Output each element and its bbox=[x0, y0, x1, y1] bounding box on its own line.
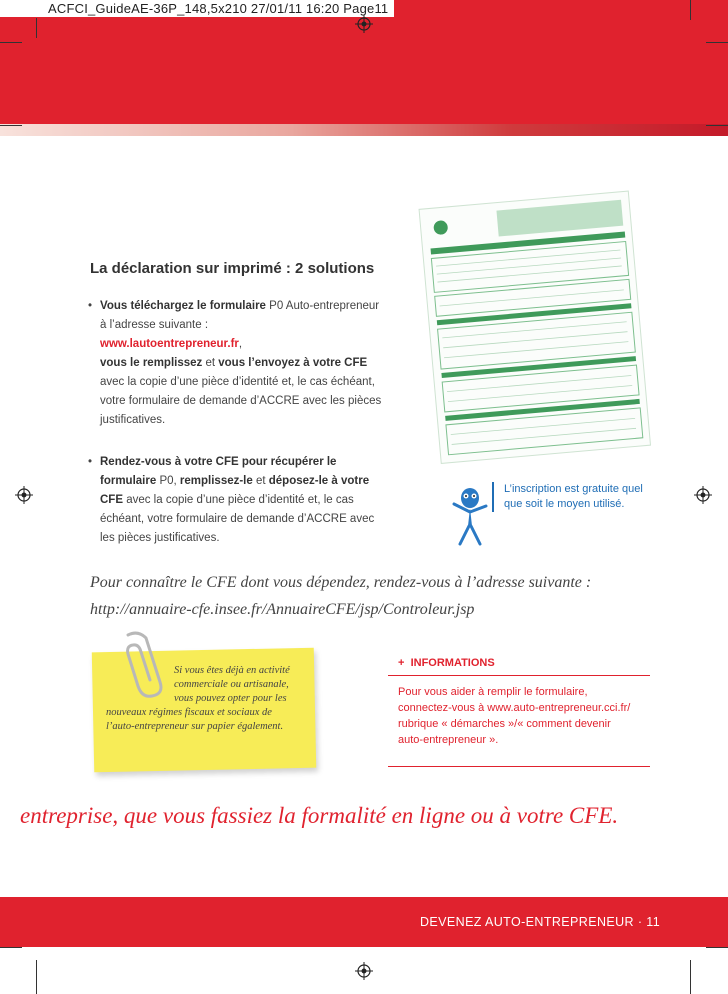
text: à l’adresse suivante : bbox=[100, 319, 209, 331]
bold-text: Rendez-vous à votre CFE pour récupérer le bbox=[100, 456, 337, 468]
crop-mark bbox=[36, 960, 37, 994]
registration-mark-icon bbox=[694, 486, 712, 504]
bullet-download-form bbox=[88, 297, 388, 430]
sticky-note-text bbox=[106, 664, 306, 734]
text: justificatives. bbox=[100, 414, 166, 426]
crop-mark bbox=[706, 42, 728, 43]
bold-text: Vous téléchargez le formulaire bbox=[100, 300, 266, 312]
crop-mark bbox=[706, 125, 728, 126]
bold-text: remplissez-le bbox=[179, 475, 253, 487]
bold-text: vous l’envoyez à votre CFE bbox=[218, 357, 368, 369]
bold-text: formulaire bbox=[100, 475, 157, 487]
info-body bbox=[388, 676, 650, 748]
cfe-lookup-text: Pour connaître le CFE dont vous dépendez, rendez-vous à l’adresse suivante : bbox=[90, 574, 592, 591]
crop-mark bbox=[0, 125, 22, 126]
crop-mark bbox=[0, 947, 22, 948]
form-p0-image bbox=[412, 190, 652, 470]
text: avec la copie d’une pièce d’identité et, le cas bbox=[123, 494, 354, 506]
bold-text: vous le remplissez bbox=[100, 357, 203, 369]
website-link[interactable]: www.lautoentrepreneur.fr bbox=[100, 338, 239, 350]
gradient-strip bbox=[0, 124, 728, 136]
text: et bbox=[202, 357, 219, 369]
text: avec la copie d’une pièce d’identité et, le cas échéant, bbox=[100, 376, 375, 388]
crop-mark bbox=[706, 947, 728, 948]
info-divider bbox=[388, 766, 650, 767]
bullet-icon: • bbox=[88, 456, 93, 468]
bold-text: déposez-le à votre bbox=[268, 475, 370, 487]
bullet-visit-cfe bbox=[88, 453, 388, 548]
sticky-line: nouveaux régimes fiscaux et sociaux de bbox=[106, 707, 272, 718]
mascot-figure-icon bbox=[450, 484, 490, 548]
section-title: La déclaration sur imprimé : 2 solutions bbox=[90, 260, 375, 277]
info-line: Pour vous aider à remplir le formulaire, bbox=[398, 686, 588, 698]
info-line: auto-entrepreneur ». bbox=[398, 734, 499, 746]
sticky-line: vous pouvez opter pour les bbox=[174, 693, 287, 704]
tagline: entreprise, que vous fassiez la formalité en ligne ou à votre CFE. bbox=[20, 803, 619, 828]
sticky-line: Si vous êtes déjà en activité bbox=[174, 665, 290, 676]
info-box bbox=[388, 657, 650, 748]
text: les pièces justificatives. bbox=[100, 532, 220, 544]
text: P0 Auto-entrepreneur bbox=[265, 300, 380, 312]
bullet-icon: • bbox=[88, 300, 93, 312]
footer-page-label: DEVENEZ AUTO-ENTREPRENEUR · 11 bbox=[420, 915, 661, 929]
text: votre formulaire de demande d’ACCRE avec les pièces bbox=[100, 395, 382, 407]
info-link-line[interactable]: connectez-vous à www.auto-entrepreneur.cci.fr/ bbox=[398, 702, 631, 714]
crop-mark bbox=[690, 960, 691, 994]
info-heading bbox=[388, 657, 650, 676]
crop-mark bbox=[0, 42, 22, 43]
crop-mark bbox=[690, 0, 691, 20]
info-line: rubrique « démarches »/« comment devenir bbox=[398, 718, 611, 730]
registration-mark-icon bbox=[355, 962, 373, 980]
bold-text: CFE bbox=[100, 494, 123, 506]
text: et bbox=[252, 475, 269, 487]
text: , bbox=[238, 338, 243, 350]
text: échéant, votre formulaire de demande d’ACCRE avec bbox=[100, 513, 375, 525]
text: P0, bbox=[156, 475, 180, 487]
crop-mark bbox=[36, 18, 37, 38]
print-slug-label: ACFCI_GuideAE-36P_148,5x210 27/01/11 16:20 Page11 bbox=[0, 0, 394, 17]
plus-icon: + bbox=[398, 657, 405, 669]
sticky-line: commerciale ou artisanale, bbox=[174, 679, 289, 690]
sticky-line: l’auto-entrepreneur sur papier également. bbox=[106, 721, 284, 732]
registration-mark-icon bbox=[15, 486, 33, 504]
cfe-lookup-url[interactable]: http://annuaire-cfe.insee.fr/AnnuaireCFE/jsp/Controleur.jsp bbox=[90, 601, 475, 618]
registration-mark-icon bbox=[355, 15, 373, 33]
free-registration-note: L’inscription est gratuite quel que soit le moyen utilisé. bbox=[492, 482, 644, 512]
info-heading-label: INFORMATIONS bbox=[410, 657, 495, 669]
